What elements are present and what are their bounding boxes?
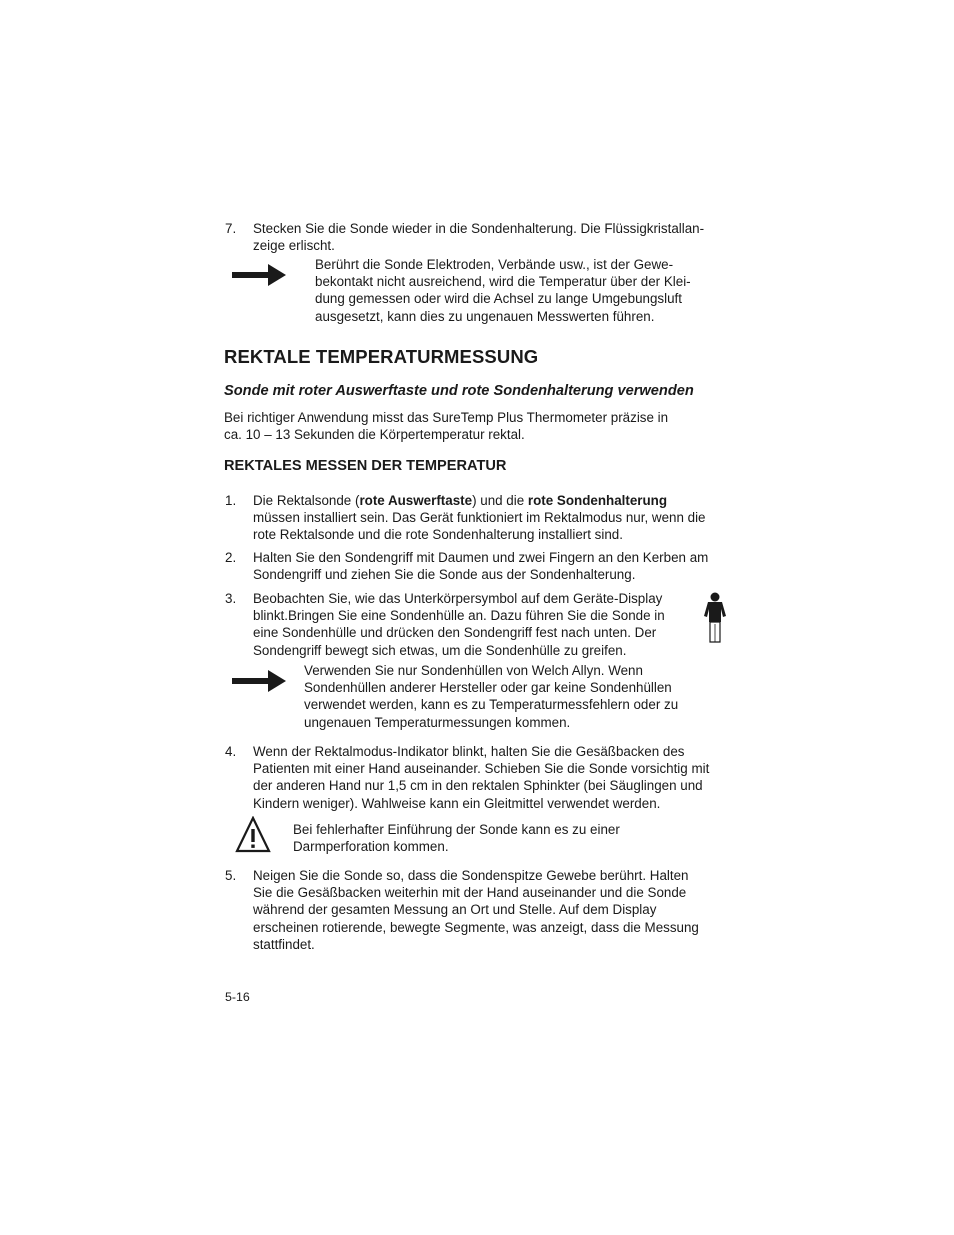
step-1-line-2: müssen installiert sein. Das Gerät funktioniert im Rektalmodus nur, wenn die [253,510,706,526]
step-4-text [253,743,733,812]
arrow-right-icon [232,264,286,291]
intro-line-1: Bei richtiger Anwendung misst das SureTemp Plus Thermometer präzise in [224,410,669,425]
warning-triangle-icon [235,816,271,859]
step-1-bold-2: rote Sondenhalterung [527,493,668,508]
step-4-line-3: der anderen Hand nur 1,5 cm in den rektalen Sphinkter (bei Säuglingen und [253,778,703,794]
step-2-text [253,549,733,583]
rectal-body-icon [702,592,728,649]
step-7-number: 7. [225,221,237,236]
step-7-line-2: zeige erlischt. [253,238,335,254]
step-3-line-1: Beobachten Sie, wie das Unterkörpersymbol auf dem Geräte-Display [253,591,663,606]
step-5-number: 5. [225,868,237,883]
note-2-line-4: ungenauen Temperaturmessungen kommen. [304,714,571,730]
step-2-line-1: Halten Sie den Sondengriff mit Daumen und zwei Fingern an den Kerben am [253,550,709,565]
step-3-line-4: Sondengriff bewegt sich etwas, um die Sondenhülle zu greifen. [253,642,627,658]
section-title: REKTALE TEMPERATURMESSUNG [224,346,539,367]
warning-line-1: Bei fehlerhafter Einführung der Sonde kann es zu einer [293,822,620,837]
note-1 [315,256,735,325]
step-1-pre: Die Rektalsonde ( [253,493,360,508]
step-5-line-1: Neigen Sie die Sonde so, dass die Sondenspitze Gewebe berührt. Halten [253,868,689,883]
note-2-line-1: Verwenden Sie nur Sondenhüllen von Welch Allyn. Wenn [304,663,643,678]
step-3-text [253,590,693,659]
step-5-line-5: stattfindet. [253,936,315,952]
warning-line-2: Darmperforation kommen. [293,839,449,855]
step-1-mid: ) und die [472,493,528,508]
note-2-line-2: Sondenhüllen anderer Hersteller oder gar keine Sondenhüllen [304,680,672,696]
step-5-line-3: während der gesamten Messung an Ort und Stelle. Auf dem Display [253,902,657,918]
step-7-text [253,220,733,254]
subtitle: Sonde mit roter Auswerftaste und rote Sondenhalterung verwenden [224,383,694,399]
intro-paragraph [224,409,734,443]
subsection-title: REKTALES MESSEN DER TEMPERATUR [224,458,507,474]
page-number: 5-16 [225,990,250,1004]
step-3-line-3: eine Sondenhülle und drücken den Sondengriff fest nach unten. Der [253,625,657,641]
note-2 [304,662,734,731]
step-3-line-2: blinkt.Bringen Sie eine Sondenhülle an. Dazu führen Sie die Sonde in [253,608,665,624]
note-1-line-3: dung gemessen oder wird die Achsel zu lange Umgebungsluft [315,291,682,307]
step-2-number: 2. [225,550,237,565]
step-5-line-4: erscheinen rotierende, bewegte Segmente, was anzeigt, dass die Messung [253,919,699,935]
arrow-right-icon [232,670,286,697]
step-5-text [253,867,733,953]
step-2-line-2: Sondengriff und ziehen Sie die Sonde aus der Sondenhalterung. [253,567,636,583]
note-1-line-2: bekontakt nicht ausreichend, wird die Temperatur über der Klei- [315,274,691,290]
note-1-line-1: Berührt die Sonde Elektroden, Verbände usw., ist der Gewe- [315,257,674,272]
step-1-bold-1: rote Auswerftaste [359,493,473,508]
step-1-line-3: rote Rektalsonde und die rote Sondenhalterung installiert sind. [253,527,623,543]
step-4-line-4: Kindern weniger). Wahlweise kann ein Gleitmittel verwendet werden. [253,795,661,811]
step-5-line-2: Sie die Gesäßbacken weiterhin mit der Hand auseinander und die Sonde [253,885,687,901]
step-1-text [253,492,733,544]
step-3-number: 3. [225,591,237,606]
intro-line-2: ca. 10 – 13 Sekunden die Körpertemperatur rektal. [224,427,525,443]
note-2-line-3: verwendet werden, kann es zu Temperaturmessfehlern oder zu [304,697,679,713]
step-4-line-1: Wenn der Rektalmodus-Indikator blinkt, halten Sie die Gesäßbacken des [253,744,685,759]
step-1-line-1 [253,492,733,509]
step-4-number: 4. [225,744,237,759]
note-1-line-4: ausgesetzt, kann dies zu ungenauen Messwerten führen. [315,308,655,324]
step-7-line-1: Stecken Sie die Sonde wieder in die Sondenhalterung. Die Flüssigkristallan- [253,221,705,236]
warning-text [293,821,713,855]
step-4-line-2: Patienten mit einer Hand auseinander. Schieben Sie die Sonde vorsichtig mit [253,761,710,777]
step-1-number: 1. [225,493,237,508]
